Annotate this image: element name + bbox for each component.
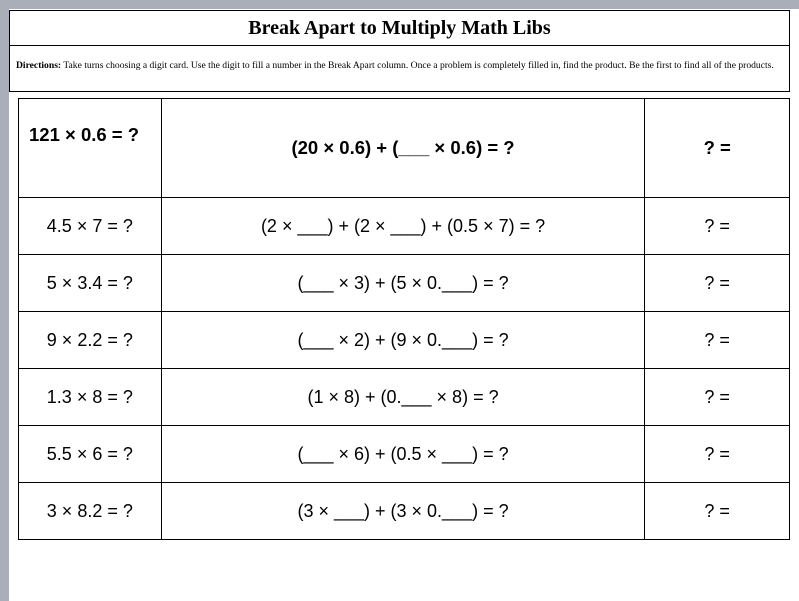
problem-cell: 5.5 × 6 = ? — [19, 426, 162, 483]
table-row — [19, 483, 790, 540]
break-apart-cell: (___ × 6) + (0.5 × ___) = ? — [161, 426, 645, 483]
break-apart-cell: (___ × 3) + (5 × 0.___) = ? — [161, 255, 645, 312]
break-apart-cell: (2 × ___) + (2 × ___) + (0.5 × 7) = ? — [161, 198, 645, 255]
problem-cell: 3 × 8.2 = ? — [19, 483, 162, 540]
table-row — [19, 198, 790, 255]
answer-cell: ? = — [645, 483, 790, 540]
table-row-header — [19, 99, 790, 198]
break-apart-cell: (___ × 2) + (9 × 0.___) = ? — [161, 312, 645, 369]
problem-cell: 1.3 × 8 = ? — [19, 369, 162, 426]
directions-text — [9, 46, 790, 92]
problem-cell: 121 × 0.6 = ? — [19, 99, 162, 198]
problem-cell: 9 × 2.2 = ? — [19, 312, 162, 369]
table-row — [19, 312, 790, 369]
directions-body: Take turns choosing a digit card. Use the digit to fill a number in the Break Apart column. Once a problem is completely filled in, find the product. Be the first to find all of the products. — [63, 60, 774, 71]
answer-cell: ? = — [645, 426, 790, 483]
answer-cell: ? = — [645, 255, 790, 312]
break-apart-cell: (1 × 8) + (0.___ × 8) = ? — [161, 369, 645, 426]
math-libs-table — [18, 98, 790, 540]
break-apart-cell: (20 × 0.6) + (___ × 0.6) = ? — [161, 99, 645, 198]
answer-cell: ? = — [645, 99, 790, 198]
answer-cell: ? = — [645, 198, 790, 255]
problem-cell: 4.5 × 7 = ? — [19, 198, 162, 255]
problem-cell: 5 × 3.4 = ? — [19, 255, 162, 312]
worksheet-title: Break Apart to Multiply Math Libs — [9, 10, 790, 46]
answer-cell: ? = — [645, 369, 790, 426]
break-apart-cell: (3 × ___) + (3 × 0.___) = ? — [161, 483, 645, 540]
table-row — [19, 255, 790, 312]
table-row — [19, 369, 790, 426]
answer-cell: ? = — [645, 312, 790, 369]
directions-label: Directions: — [16, 60, 62, 71]
table-row — [19, 426, 790, 483]
